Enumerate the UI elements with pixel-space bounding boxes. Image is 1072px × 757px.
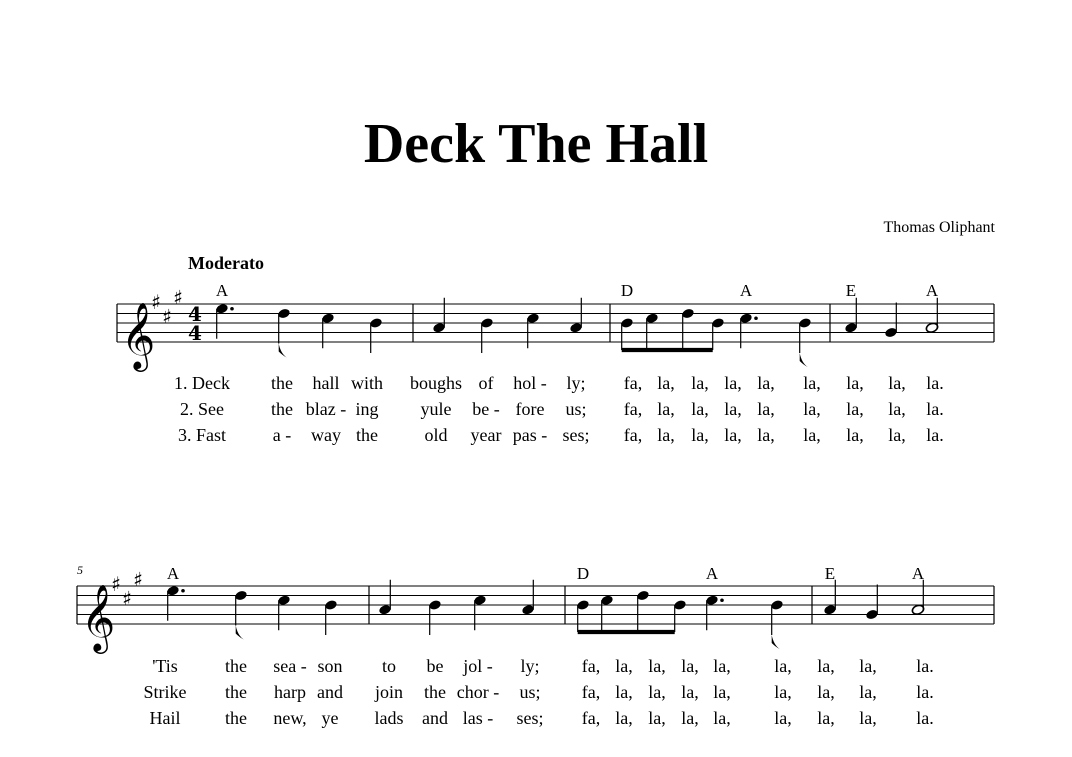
lyric-syllable: 3. Fast [177,425,227,445]
lyric-syllable: harp [274,682,306,702]
lyric-syllable: fa, [623,425,643,445]
augmentation-dot [181,589,185,593]
eighth-flag [772,635,780,649]
lyric-syllable: the [356,425,378,445]
treble-clef-icon: 𝄞 [81,583,116,651]
lyric-syllable: chor - [456,682,500,702]
song-title: Deck The Hall [363,113,709,175]
note [321,312,335,348]
lyric-syllable: la, [615,656,633,676]
lyric-syllable: ly; [566,373,586,393]
lyric-syllable: la, [803,425,821,445]
lyric-syllable: la, [846,399,864,419]
lyric-syllable: 1. Deck [174,373,230,393]
note [521,580,535,616]
lyric-syllable: la, [648,708,666,728]
lyric-syllable: blaz - [305,399,347,419]
lyric-syllable: to [381,656,397,676]
sharp-icon: ♯ [162,304,172,329]
note [215,303,234,339]
lyric-syllable: la. [926,373,944,393]
lyric-syllable: la, [657,373,675,393]
note [473,594,487,630]
lyric-syllable: son [317,656,343,676]
lyric-syllable: la, [888,425,906,445]
treble-clef-icon: 𝄞 [121,301,156,369]
lyric-syllable: las - [462,708,494,728]
note [823,580,837,616]
lyric-syllable: hall [312,373,340,393]
note [569,298,583,334]
lyric-syllable: la, [846,373,864,393]
note [432,298,446,334]
sharp-icon: ♯ [151,290,161,314]
note [865,585,879,621]
eighth-flag [236,626,244,640]
lyric-syllable: la. [916,682,934,702]
lyric-syllable: Strike [143,682,187,702]
lyric-syllable: la, [724,425,742,445]
chord-symbol: E [845,281,857,300]
lyric-syllable: la, [615,682,633,702]
eighth-flag [800,353,808,367]
lyric-syllable: join [374,682,404,702]
lyric-syllable: way [311,425,341,445]
lyric-syllable: la. [926,425,944,445]
lyric-syllable: la, [681,656,699,676]
note [739,312,758,348]
lyric-syllable: la, [774,656,792,676]
lyric-syllable: la, [774,682,792,702]
lyric-syllable: la, [691,373,709,393]
lyric-syllable: la, [681,708,699,728]
lyric-syllable: and [317,682,343,702]
chord-symbol: E [824,564,836,583]
lyric-syllable: jol - [463,656,493,676]
lyric-syllable: us; [519,682,541,702]
lyric-syllable: the [424,682,446,702]
lyric-syllable: la, [757,373,775,393]
lyric-syllable: la, [724,399,742,419]
lyric-syllable: ses; [516,708,544,728]
note [378,580,392,616]
lyric-syllable: old [424,425,448,445]
note [166,585,185,621]
lyric-syllable: la, [713,682,731,702]
lyric-syllable: la, [724,373,742,393]
chord-symbol: A [911,564,925,583]
lyric-syllable: la, [817,682,835,702]
chord-symbol: A [705,564,719,583]
sharp-icon: ♯ [111,572,121,596]
lyric-syllable: la, [657,425,675,445]
lyric-syllable: fa, [623,373,643,393]
lyric-syllable: be [426,656,444,676]
note [911,580,925,616]
lyric-syllable: la, [757,425,775,445]
measure-number: 5 [77,563,83,577]
lyric-syllable: la, [774,708,792,728]
lyric-syllable: yule [420,399,452,419]
lyric-syllable: Hail [149,708,181,728]
lyric-syllable: la, [713,656,731,676]
lyric-syllable: la, [648,682,666,702]
lyric-syllable: 'Tis [152,656,178,676]
note [884,303,898,339]
lyric-syllable: la. [926,399,944,419]
lyric-syllable: fa, [581,656,601,676]
time-signature-denominator: 4 [188,321,202,345]
note [705,594,724,630]
composer-credit: Thomas Oliphant [883,219,995,236]
lyric-syllable: sea - [273,656,307,676]
chord-symbol: A [166,564,180,583]
lyric-syllable: lads [374,708,404,728]
lyric-syllable: ye [321,708,339,728]
time-signature-numerator: 4 [188,302,202,326]
lyric-syllable: a - [272,425,292,445]
lyric-syllable: la, [817,656,835,676]
note [277,594,291,630]
lyric-syllable: fa, [581,708,601,728]
lyric-syllable: the [225,682,247,702]
note [526,312,540,348]
chord-symbol: A [925,281,939,300]
sharp-icon: ♯ [133,567,143,592]
lyric-syllable: with [350,373,384,393]
lyric-syllable: us; [565,399,587,419]
note [480,317,494,353]
lyric-syllable: la, [803,399,821,419]
lyric-syllable: the [271,373,293,393]
lyric-syllable: la, [615,708,633,728]
augmentation-dot [230,307,234,311]
lyric-syllable: hol - [513,373,547,393]
lyric-syllable: la, [817,708,835,728]
lyric-syllable: pas - [512,425,548,445]
lyric-syllable: la. [916,656,934,676]
lyric-syllable: year [470,425,502,445]
chord-symbol: A [215,281,229,300]
lyric-syllable: 2. See [180,399,224,419]
augmentation-dot [754,316,758,320]
note [324,599,338,635]
tempo-marking: Moderato [188,253,264,273]
chord-symbol: A [739,281,753,300]
lyric-syllable: new, [273,708,307,728]
lyric-syllable: la, [681,682,699,702]
lyric-syllable: ses; [562,425,590,445]
lyric-syllable: la, [859,682,877,702]
lyric-syllable: the [271,399,293,419]
lyric-syllable: la, [713,708,731,728]
lyric-syllable: the [225,656,247,676]
eighth-flag [279,344,287,358]
lyric-syllable: fa, [623,399,643,419]
lyric-syllable: la, [691,425,709,445]
sharp-icon: ♯ [122,586,132,611]
note [925,298,939,334]
lyric-syllable: la, [859,708,877,728]
note [844,298,858,334]
lyric-syllable: ly; [520,656,540,676]
chord-symbol: D [576,564,590,583]
lyric-syllable: la, [757,399,775,419]
lyric-syllable: la. [916,708,934,728]
lyric-syllable: boughs [409,373,463,393]
lyric-syllable: la, [691,399,709,419]
sharp-icon: ♯ [173,285,183,310]
lyric-syllable: fa, [581,682,601,702]
lyric-syllable: ing [355,399,379,419]
note [369,317,383,353]
augmentation-dot [720,598,724,602]
lyric-syllable: la, [657,399,675,419]
chord-symbol: D [620,281,634,300]
lyric-syllable: la, [888,399,906,419]
note [428,599,442,635]
lyric-syllable: and [422,708,448,728]
lyric-syllable: la, [648,656,666,676]
lyric-syllable: of [478,373,494,393]
lyric-syllable: fore [515,399,545,419]
lyric-syllable: la, [803,373,821,393]
lyric-syllable: la, [846,425,864,445]
lyric-syllable: la, [888,373,906,393]
lyric-syllable: be - [472,399,500,419]
lyric-syllable: la, [859,656,877,676]
lyric-syllable: the [225,708,247,728]
